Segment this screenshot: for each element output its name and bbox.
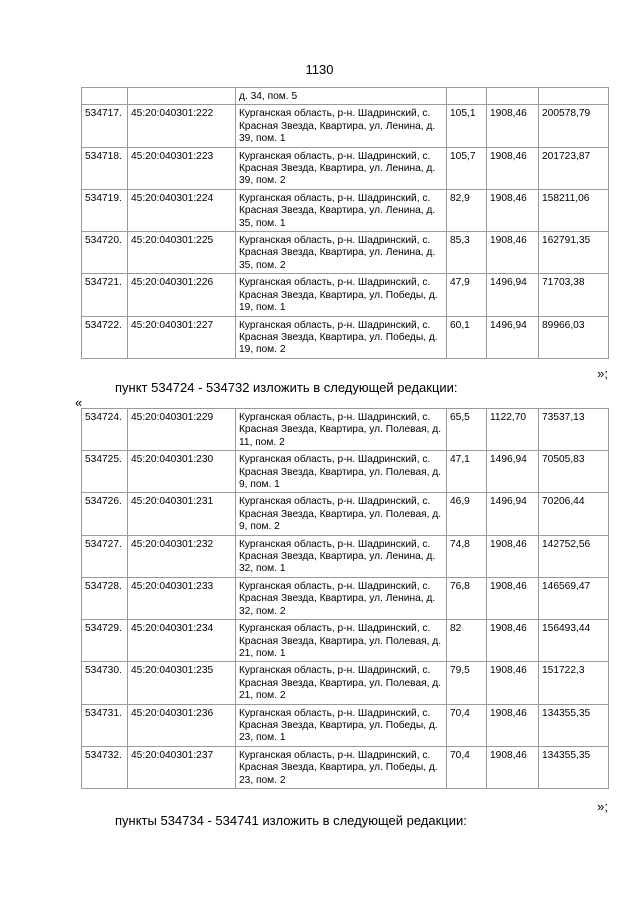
row-number-cell: 534727. (82, 535, 128, 577)
table-row (82, 577, 609, 619)
table-row (82, 147, 609, 189)
table-row (82, 746, 609, 788)
area-cell: 76,8 (447, 577, 487, 619)
area-cell: 79,5 (447, 662, 487, 704)
cadastral-value-cell: 158211,06 (539, 189, 609, 231)
area-cell: 74,8 (447, 535, 487, 577)
row-number-cell: 534731. (82, 704, 128, 746)
area-cell: 70,4 (447, 746, 487, 788)
opening-quote: « (75, 395, 83, 410)
area-cell: 85,3 (447, 232, 487, 274)
cadastral-number-cell: 45:20:040301:223 (128, 147, 236, 189)
area-cell (447, 88, 487, 105)
cadastral-value-cell: 142752,56 (539, 535, 609, 577)
table-row (82, 493, 609, 535)
table-row (82, 662, 609, 704)
cadastral-number-cell: 45:20:040301:225 (128, 232, 236, 274)
cadastral-value-cell: 70505,83 (539, 451, 609, 493)
row-number-cell: 534726. (82, 493, 128, 535)
cadastral-number-cell: 45:20:040301:232 (128, 535, 236, 577)
row-number-cell: 534721. (82, 274, 128, 316)
row-number-cell: 534720. (82, 232, 128, 274)
unit-price-cell: 1496,94 (487, 493, 539, 535)
area-cell: 60,1 (447, 316, 487, 358)
unit-price-cell: 1122,70 (487, 409, 539, 451)
cadastral-value-cell: 134355,35 (539, 746, 609, 788)
cadastral-value-cell: 73537,13 (539, 409, 609, 451)
address-cell: Курганская область, р-н. Шадринский, с. Красная Звезда, Квартира, ул. Ленина, д. 35, пом. 2 (236, 232, 447, 274)
area-cell: 70,4 (447, 704, 487, 746)
table-row (82, 105, 609, 147)
address-cell: Курганская область, р-н. Шадринский, с. Красная Звезда, Квартира, ул. Полевая, д. 9, пом. 2 (236, 493, 447, 535)
cadastral-number-cell: 45:20:040301:231 (128, 493, 236, 535)
cadastral-number-cell: 45:20:040301:229 (128, 409, 236, 451)
cadastral-value-cell (539, 88, 609, 105)
cadastral-number-cell: 45:20:040301:230 (128, 451, 236, 493)
unit-price-cell: 1496,94 (487, 274, 539, 316)
unit-price-cell: 1908,46 (487, 662, 539, 704)
cadastral-value-cell: 201723,87 (539, 147, 609, 189)
closing-quote: »; (597, 799, 608, 814)
cadastral-number-cell: 45:20:040301:237 (128, 746, 236, 788)
unit-price-cell: 1908,46 (487, 746, 539, 788)
address-cell: Курганская область, р-н. Шадринский, с. Красная Звезда, Квартира, ул. Полевая, д. 9, пом. 1 (236, 451, 447, 493)
cadastral-value-cell: 134355,35 (539, 704, 609, 746)
amendment-instruction: пункты 534734 - 534741 изложить в следующей редакции: (115, 813, 467, 828)
area-cell: 65,5 (447, 409, 487, 451)
address-cell: Курганская область, р-н. Шадринский, с. Красная Звезда, Квартира, ул. Ленина, д. 39, пом. 1 (236, 105, 447, 147)
table-row (82, 535, 609, 577)
address-cell: Курганская область, р-н. Шадринский, с. Красная Звезда, Квартира, ул. Ленина, д. 32, пом. 2 (236, 577, 447, 619)
row-number-cell: 534718. (82, 147, 128, 189)
cadastral-value-cell: 71703,38 (539, 274, 609, 316)
area-cell: 47,9 (447, 274, 487, 316)
address-cell: Курганская область, р-н. Шадринский, с. Красная Звезда, Квартира, ул. Победы, д. 23, пом. 1 (236, 704, 447, 746)
address-cell: Курганская область, р-н. Шадринский, с. Красная Звезда, Квартира, ул. Ленина, д. 39, пом. 2 (236, 147, 447, 189)
row-number-cell (82, 88, 128, 105)
closing-quote: »; (597, 366, 608, 381)
unit-price-cell: 1908,46 (487, 105, 539, 147)
address-cell: Курганская область, р-н. Шадринский, с. Красная Звезда, Квартира, ул. Победы, д. 19, пом. 1 (236, 274, 447, 316)
cadastral-number-cell: 45:20:040301:236 (128, 704, 236, 746)
cadastral-number-cell: 45:20:040301:235 (128, 662, 236, 704)
row-number-cell: 534728. (82, 577, 128, 619)
table-row (82, 451, 609, 493)
page-number: 1130 (305, 62, 334, 77)
unit-price-cell (487, 88, 539, 105)
address-cell: Курганская область, р-н. Шадринский, с. Красная Звезда, Квартира, ул. Победы, д. 23, пом. 2 (236, 746, 447, 788)
row-number-cell: 534724. (82, 409, 128, 451)
area-cell: 105,1 (447, 105, 487, 147)
row-number-cell: 534730. (82, 662, 128, 704)
cadastral-value-cell: 156493,44 (539, 620, 609, 662)
cadastral-number-cell: 45:20:040301:224 (128, 189, 236, 231)
address-cell: Курганская область, р-н. Шадринский, с. Красная Звезда, Квартира, ул. Ленина, д. 32, пом. 1 (236, 535, 447, 577)
address-cell: Курганская область, р-н. Шадринский, с. Красная Звезда, Квартира, ул. Полевая, д. 21, пом. 1 (236, 620, 447, 662)
property-table-continued (81, 87, 609, 359)
cadastral-number-cell: 45:20:040301:234 (128, 620, 236, 662)
cadastral-number-cell (128, 88, 236, 105)
area-cell: 82 (447, 620, 487, 662)
address-cell: Курганская область, р-н. Шадринский, с. Красная Звезда, Квартира, ул. Победы, д. 19, пом. 2 (236, 316, 447, 358)
row-number-cell: 534717. (82, 105, 128, 147)
address-cell: Курганская область, р-н. Шадринский, с. Красная Звезда, Квартира, ул. Полевая, д. 21, пом. 2 (236, 662, 447, 704)
unit-price-cell: 1908,46 (487, 232, 539, 274)
table-row (82, 232, 609, 274)
unit-price-cell: 1908,46 (487, 535, 539, 577)
address-cell: д. 34, пом. 5 (236, 88, 447, 105)
table-row (82, 316, 609, 358)
cadastral-value-cell: 146569,47 (539, 577, 609, 619)
unit-price-cell: 1908,46 (487, 189, 539, 231)
cadastral-number-cell: 45:20:040301:227 (128, 316, 236, 358)
property-table-amended (81, 408, 609, 789)
address-cell: Курганская область, р-н. Шадринский, с. Красная Звезда, Квартира, ул. Ленина, д. 35, пом. 1 (236, 189, 447, 231)
area-cell: 46,9 (447, 493, 487, 535)
row-number-cell: 534722. (82, 316, 128, 358)
cadastral-number-cell: 45:20:040301:226 (128, 274, 236, 316)
cadastral-value-cell: 70206,44 (539, 493, 609, 535)
unit-price-cell: 1908,46 (487, 577, 539, 619)
area-cell: 82,9 (447, 189, 487, 231)
cadastral-value-cell: 162791,35 (539, 232, 609, 274)
row-number-cell: 534729. (82, 620, 128, 662)
cadastral-value-cell: 200578,79 (539, 105, 609, 147)
unit-price-cell: 1908,46 (487, 620, 539, 662)
cadastral-value-cell: 89966,03 (539, 316, 609, 358)
unit-price-cell: 1496,94 (487, 451, 539, 493)
unit-price-cell: 1908,46 (487, 704, 539, 746)
cadastral-number-cell: 45:20:040301:233 (128, 577, 236, 619)
table-row (82, 620, 609, 662)
row-number-cell: 534719. (82, 189, 128, 231)
table-row (82, 409, 609, 451)
area-cell: 47,1 (447, 451, 487, 493)
table-row (82, 88, 609, 105)
table-row (82, 274, 609, 316)
unit-price-cell: 1496,94 (487, 316, 539, 358)
unit-price-cell: 1908,46 (487, 147, 539, 189)
row-number-cell: 534725. (82, 451, 128, 493)
amendment-instruction: пункт 534724 - 534732 изложить в следующей редакции: (115, 380, 458, 395)
address-cell: Курганская область, р-н. Шадринский, с. Красная Звезда, Квартира, ул. Полевая, д. 11, пом. 2 (236, 409, 447, 451)
table-row (82, 704, 609, 746)
cadastral-value-cell: 151722,3 (539, 662, 609, 704)
row-number-cell: 534732. (82, 746, 128, 788)
table-row (82, 189, 609, 231)
cadastral-number-cell: 45:20:040301:222 (128, 105, 236, 147)
area-cell: 105,7 (447, 147, 487, 189)
